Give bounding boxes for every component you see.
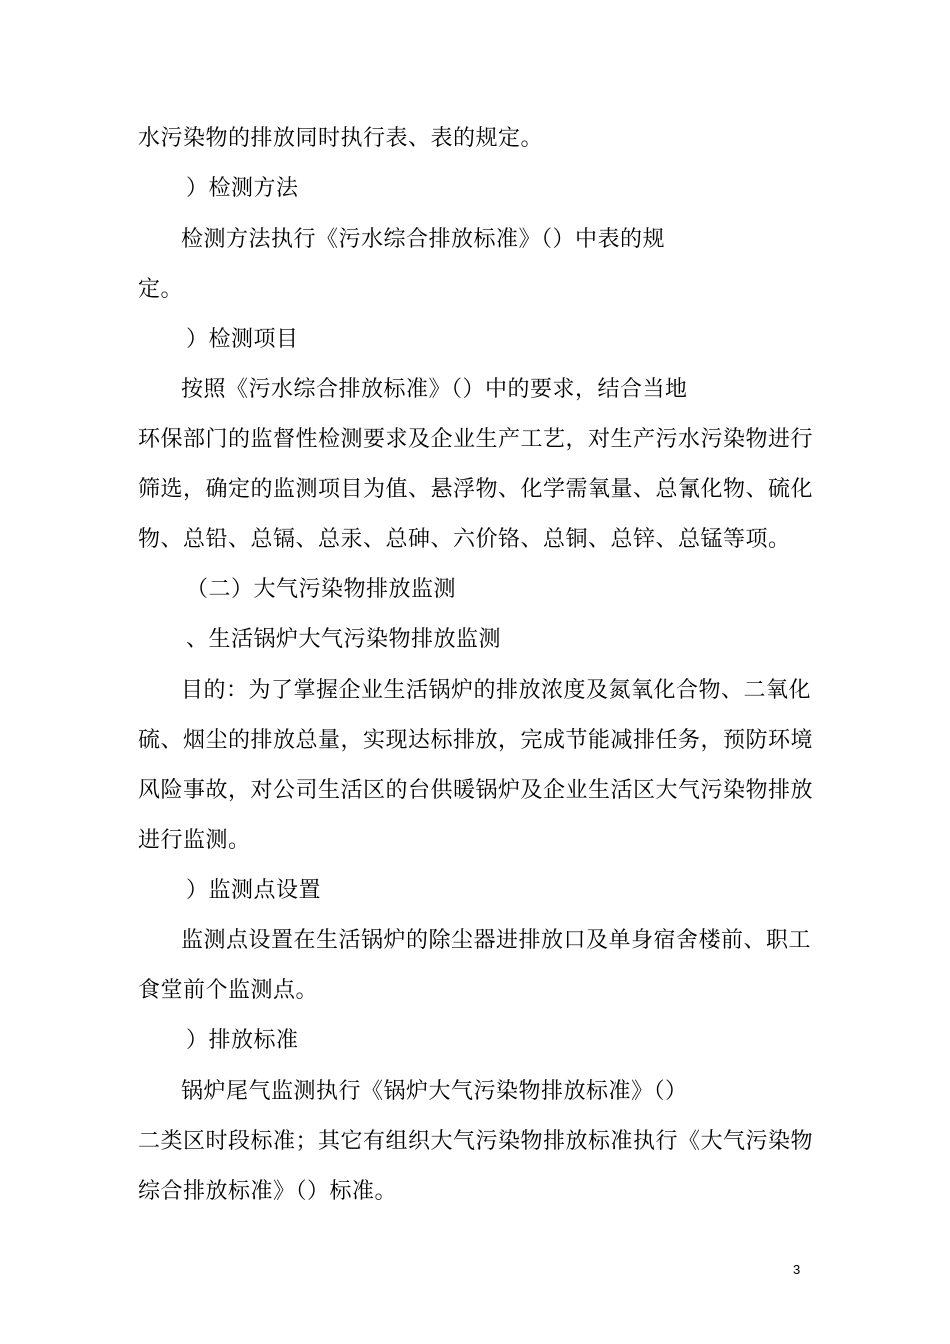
text-line: 风险事故，对公司生活区的台供暖锅炉及企业生活区大气污染物排放 — [138, 778, 814, 803]
section-heading: 、生活锅炉大气污染物排放监测 — [186, 627, 502, 652]
text-line: 检测方法执行《污水综合排放标准》（）中表的规 — [181, 227, 666, 252]
text-line: 环保部门的监督性检测要求及企业生产工艺，对生产污水污染物进行 — [138, 427, 814, 452]
page-number: 3 — [793, 1262, 801, 1277]
section-heading: ）检测项目 — [186, 327, 299, 352]
text-line: 物、总铅、总镉、总汞、总砷、六价铬、总铜、总锌、总锰等项。 — [138, 527, 791, 552]
text-line: 锅炉尾气监测执行《锅炉大气污染物排放标准》（） — [181, 1079, 688, 1104]
section-heading: ）监测点设置 — [186, 878, 322, 903]
text-line: 二类区时段标准；其它有组织大气污染物排放标准执行《大气污染物 — [138, 1129, 814, 1154]
section-heading: （二）大气污染物排放监测 — [186, 577, 457, 602]
text-line: 定。 — [138, 277, 184, 302]
text-line: 水污染物的排放同时执行表、表的规定。 — [138, 126, 544, 151]
text-line: 进行监测。 — [138, 828, 251, 853]
section-heading: ）检测方法 — [186, 176, 299, 201]
text-line: 筛选，确定的监测项目为值、悬浮物、化学需氧量、总氰化物、硫化 — [138, 477, 814, 502]
text-line: 食堂前个监测点。 — [138, 978, 319, 1003]
text-line: 监测点设置在生活锅炉的除尘器进排放口及单身宿舍楼前、职工 — [181, 928, 812, 953]
text-line: 按照《污水综合排放标准》（）中的要求，结合当地 — [181, 377, 688, 402]
section-heading: ）排放标准 — [186, 1028, 299, 1053]
text-line: 综合排放标准》（）标准。 — [138, 1179, 398, 1204]
text-line: 目的：为了掌握企业生活锅炉的排放浓度及氮氧化合物、二氧化 — [181, 678, 812, 703]
text-line: 硫、烟尘的排放总量，实现达标排放，完成节能减排任务，预防环境 — [138, 728, 814, 753]
